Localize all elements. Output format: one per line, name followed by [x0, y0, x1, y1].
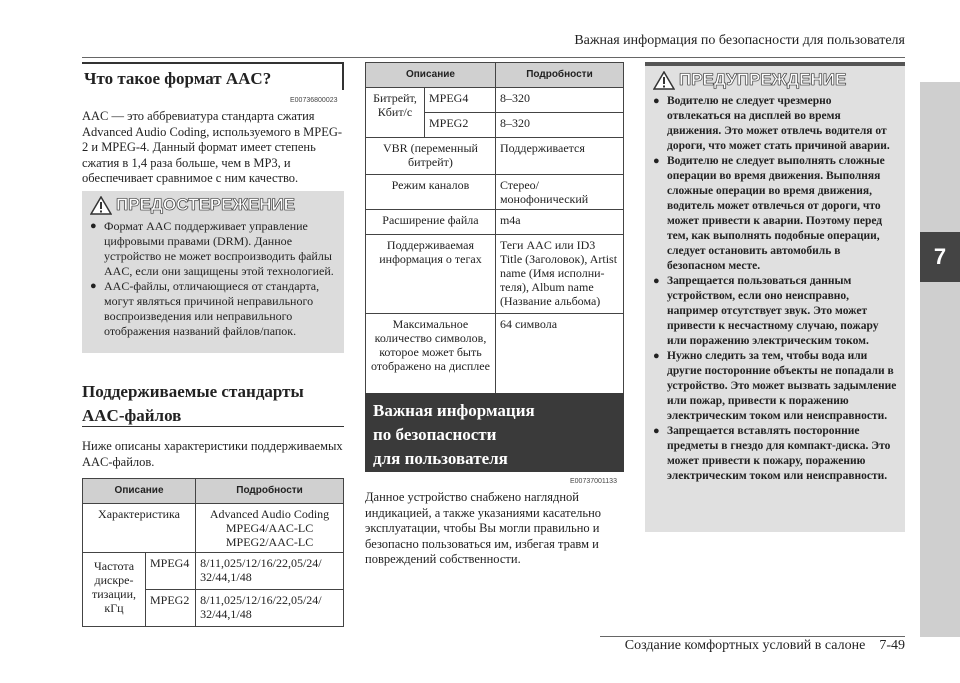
aac-section-title: Что такое формат AAC?	[84, 69, 272, 88]
footer-section: Создание комфортных условий в салоне	[624, 638, 866, 653]
safety-title-line: для пользователя	[373, 449, 508, 468]
table-row: Частота дискре- тизации, кГц MPEG4 8/11,025/12/16/22,05/24/ 32/44,1/48	[83, 553, 344, 590]
aac-description: AAC — это аббревиатура стандарта сжатия Advanced Audio Coding, используемого в MPEG-2 и MPEG-4. Данный формат имеет степень сжатия в 1,4 раза больше, чем в MP3, и обеспечивает сравнимое с ним качество.	[82, 109, 343, 185]
table-row: Максимальное количество символов, которое может быть отображено на дисплее 64 символа	[366, 314, 624, 407]
table-row: Битрейт, Кбит/с MPEG4 8–320	[366, 88, 624, 113]
caution-list	[90, 219, 336, 339]
header-divider	[82, 57, 905, 58]
safety-title-line: по безопасности	[373, 425, 497, 444]
table-row: Режим каналов Стерео/монофонический	[366, 175, 624, 210]
warning-title: ПРЕДУПРЕЖДЕНИЕ	[679, 70, 847, 89]
caution-item: ● Формат AAC поддерживает управление цифровыми правами (DRM). Данное устройство не может воспроизводить файлы AAC, если они защищены этой технологией.	[90, 219, 336, 279]
caution-box	[82, 191, 344, 353]
table-row: MPEG2 8–320	[366, 113, 624, 138]
caution-item: ● AAC-файлы, отличающиеся от стандарта, могут являться причиной неправильного воспроизведения или неправильного отображения названий файлов/папок.	[90, 279, 336, 339]
warning-triangle-icon	[90, 196, 112, 215]
standards-title-line: AAC-файлов	[82, 406, 182, 425]
table-row: Характеристика Advanced Audio Coding MPEG4/AAC-LC MPEG2/AAC-LC	[83, 504, 344, 553]
standards-description: Ниже описаны характеристики поддерживаемых AAC-файлов.	[82, 439, 343, 469]
table-header-details: Подробности	[495, 63, 623, 88]
standards-title-line: Поддерживаемые стандарты	[82, 382, 304, 401]
warning-item: ● Запрещается вставлять посторонние предметы в гнездо для компакт-диска. Это может привести к пожару, поражению электрическим током или неисправности.	[653, 424, 897, 484]
warning-box	[645, 62, 905, 532]
chapter-sidebar	[920, 82, 960, 637]
caution-title: ПРЕДОСТЕРЕЖЕНИЕ	[116, 195, 296, 214]
warning-header	[653, 70, 897, 90]
table-header-description: Описание	[83, 479, 196, 504]
table-row: Поддерживаемая информация о тегах Теги AAC или ID3 Title (Заголовок), Artist name (Имя исполни- теля), Album name (Название альбома)	[366, 235, 624, 314]
page-header-title: Важная информация по безопасности для пользователя	[574, 33, 905, 48]
warning-triangle-icon	[653, 71, 675, 90]
safety-description: Данное устройство снабжено наглядной индикацией, а также указаниями касательно эксплуатации, чтобы Вы могли правильно и безопасно пользоваться им, избегая травм и повреждений собственности.	[365, 490, 602, 566]
table-row: VBR (переменный битрейт) Поддерживается	[366, 138, 624, 175]
warning-item: ● Запрещается пользоваться данным устройством, если оно неисправно, например отсутствует звук. Это может привести к несчастному случаю, пожару или поражению электрическим током.	[653, 274, 897, 349]
safety-section-code: E00737001133	[570, 478, 617, 485]
warning-item: ● Нужно следить за тем, чтобы вода или другие посторонние объекты не попадали в устройство. Это может вызвать задымление или пожар, привести к поражению электрическим током или неисправности.	[653, 349, 897, 424]
standards-section-title	[82, 380, 304, 428]
table-header-details: Подробности	[196, 479, 344, 504]
page-footer	[625, 638, 905, 654]
warning-list	[653, 94, 897, 484]
safety-section-banner	[365, 393, 624, 472]
caution-header	[90, 195, 336, 215]
warning-item: ● Водителю не следует выполнять сложные операции во время движения. Выполняя сложные операции во время движения, водитель может отвлечься от дороги, что может привести к аварии. Поэтому перед тем, как выполнять подобные операции, следует остановить автомобиль в безопасном месте.	[653, 154, 897, 274]
warning-item: ● Водителю не следует чрезмерно отвлекаться на дисплей во время движения. Это может отвлечь водителя от дороги, что может стать причиной аварии.	[653, 94, 897, 154]
aac-spec-table-1	[82, 478, 344, 627]
aac-section-code: E00736800023	[290, 97, 338, 104]
standards-divider	[82, 426, 344, 427]
safety-title-line: Важная информация	[373, 401, 535, 420]
page-number: 7-49	[879, 638, 905, 653]
chapter-tab[interactable]: 7	[920, 232, 960, 282]
aac-spec-table-2	[365, 62, 624, 407]
table-row: Расширение файла m4a	[366, 210, 624, 235]
table-row: MPEG2 8/11,025/12/16/22,05/24/ 32/44,1/48	[83, 590, 344, 627]
table-header-description: Описание	[366, 63, 496, 88]
footer-divider	[600, 636, 905, 637]
